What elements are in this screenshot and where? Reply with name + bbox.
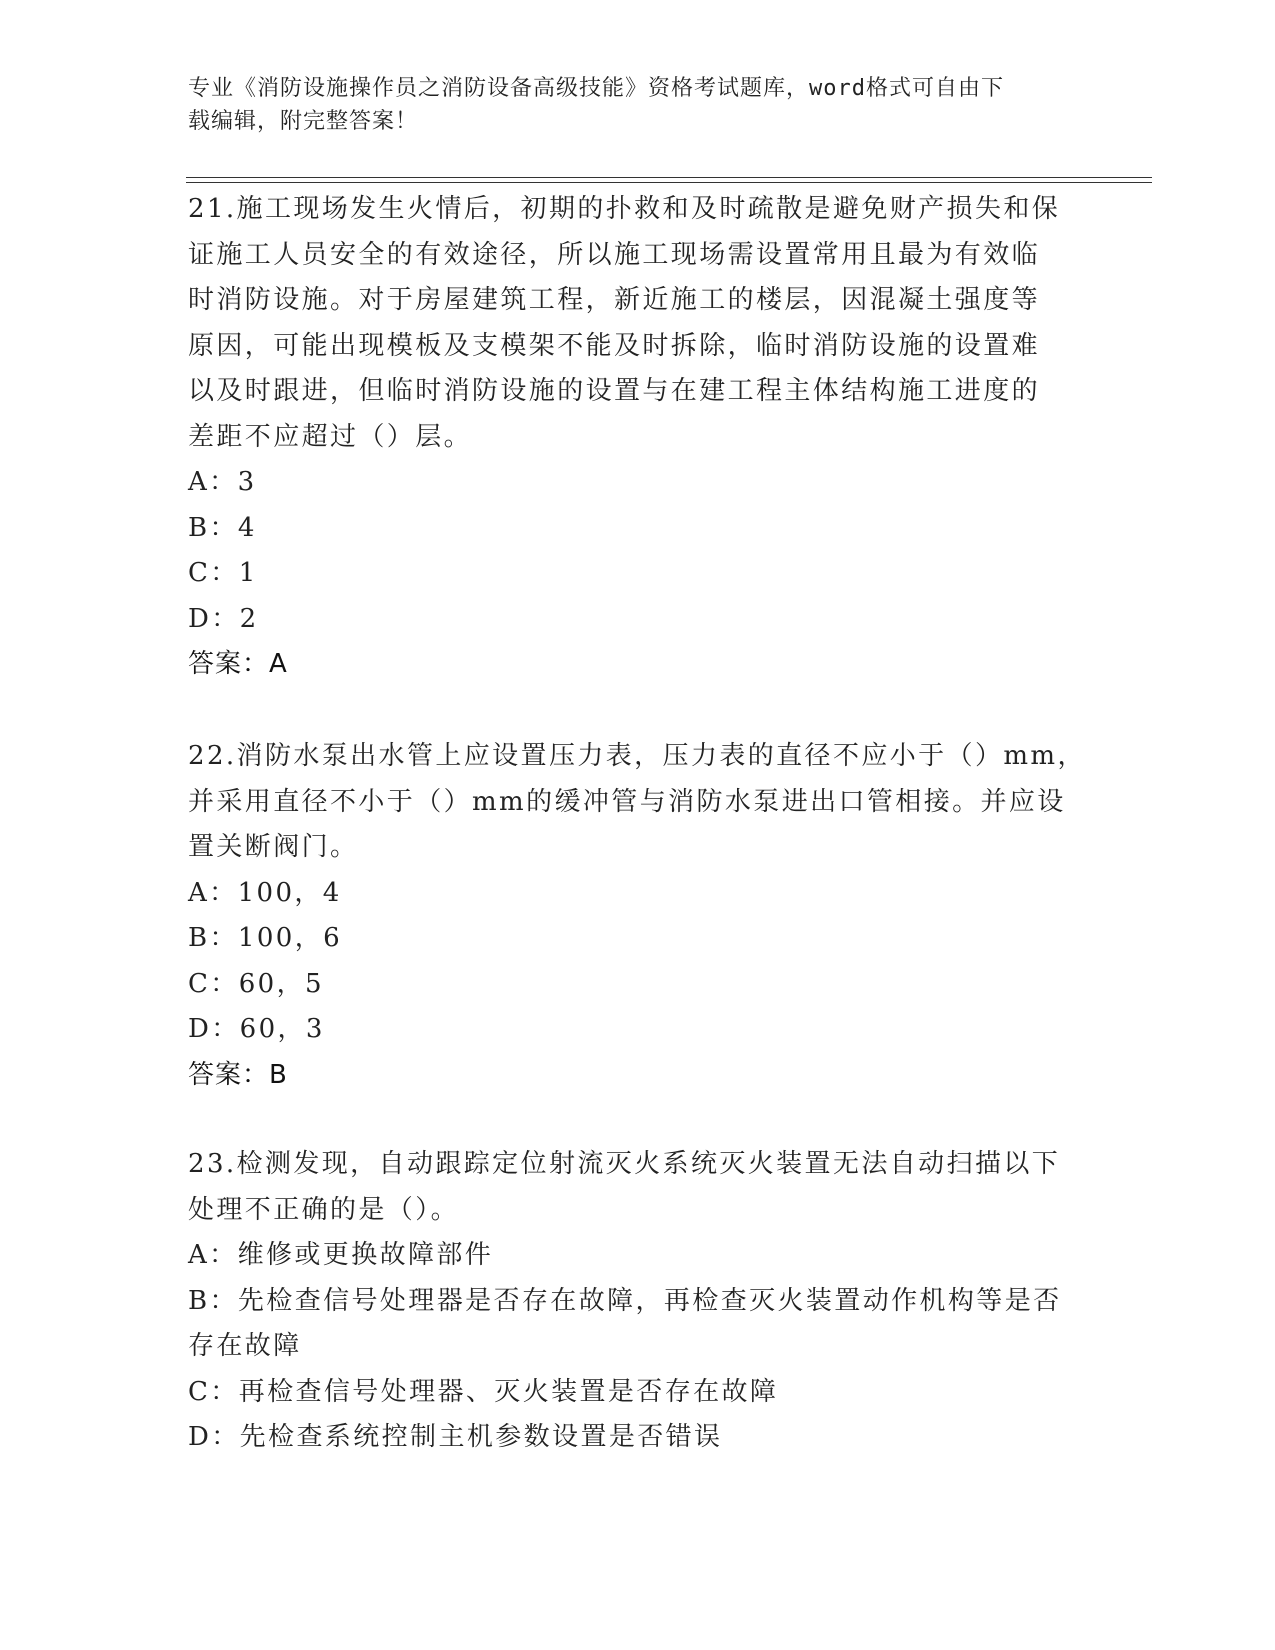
- question-stem-line: 21.施工现场发生火情后，初期的扑救和及时疏散是避免财产损失和保: [188, 194, 1061, 224]
- question-stem-line: 差距不应超过（）层。: [188, 421, 473, 452]
- option-b-continued: 存在故障: [188, 1331, 302, 1361]
- option-b: B：100，6: [188, 923, 343, 953]
- option-d: D：先检查系统控制主机参数设置是否错误: [188, 1422, 723, 1452]
- header-line-1: 专业《消防设施操作员之消防设备高级技能》资格考试题库，word格式可自由下: [188, 76, 1004, 101]
- question-23: [188, 1142, 1088, 1461]
- option-b: B：先检查信号处理器是否存在故障，再检查灭火装置动作机构等是否: [188, 1285, 1062, 1316]
- question-stem-line: 以及时跟进，但临时消防设施的设置与在建工程主体结构施工进度的: [188, 376, 1041, 406]
- question-stem-line: 并采用直径不小于（）mm的缓冲管与消防水泵进出口管相接。并应设: [188, 786, 1066, 817]
- question-stem-line: 证施工人员安全的有效途径，所以施工现场需设置常用且最为有效临: [188, 239, 1041, 270]
- header-divider-top: [186, 177, 1152, 178]
- answer-label: 答案：A: [188, 649, 288, 679]
- option-a: A：3: [188, 467, 257, 497]
- option-c: C：1: [188, 558, 258, 588]
- option-b: B：4: [188, 512, 257, 543]
- question-stem-line: 原因，可能出现模板及支模架不能及时拆除，临时消防设施的设置难: [188, 330, 1041, 361]
- document-header: [188, 72, 1068, 138]
- question-stem-line: 23.检测发现，自动跟踪定位射流灭火系统灭火装置无法自动扫描以下: [188, 1149, 1061, 1179]
- header-divider-bottom: [186, 182, 1152, 183]
- question-21: [188, 187, 1088, 688]
- answer-label: 答案：B: [188, 1059, 288, 1090]
- question-stem-line: 处理不正确的是（）。: [188, 1194, 460, 1225]
- question-22: [188, 734, 1088, 1098]
- question-stem-line: 时消防设施。对于房屋建筑工程，新近施工的楼层，因混凝土强度等: [188, 285, 1041, 315]
- option-a: A：100，4: [188, 877, 342, 908]
- option-c: C：再检查信号处理器、灭火装置是否存在故障: [188, 1376, 779, 1407]
- option-d: D：60，3: [188, 1014, 325, 1044]
- header-line-2: 载编辑，附完整答案！: [188, 109, 419, 134]
- option-c: C：60，5: [188, 968, 324, 999]
- question-stem-line: 置关断阀门。: [188, 832, 359, 862]
- question-stem-line: 22.消防水泵出水管上应设置压力表，压力表的直径不应小于（）mm，: [188, 741, 1086, 771]
- option-a: A：维修或更换故障部件: [188, 1240, 494, 1270]
- option-d: D：2: [188, 603, 259, 634]
